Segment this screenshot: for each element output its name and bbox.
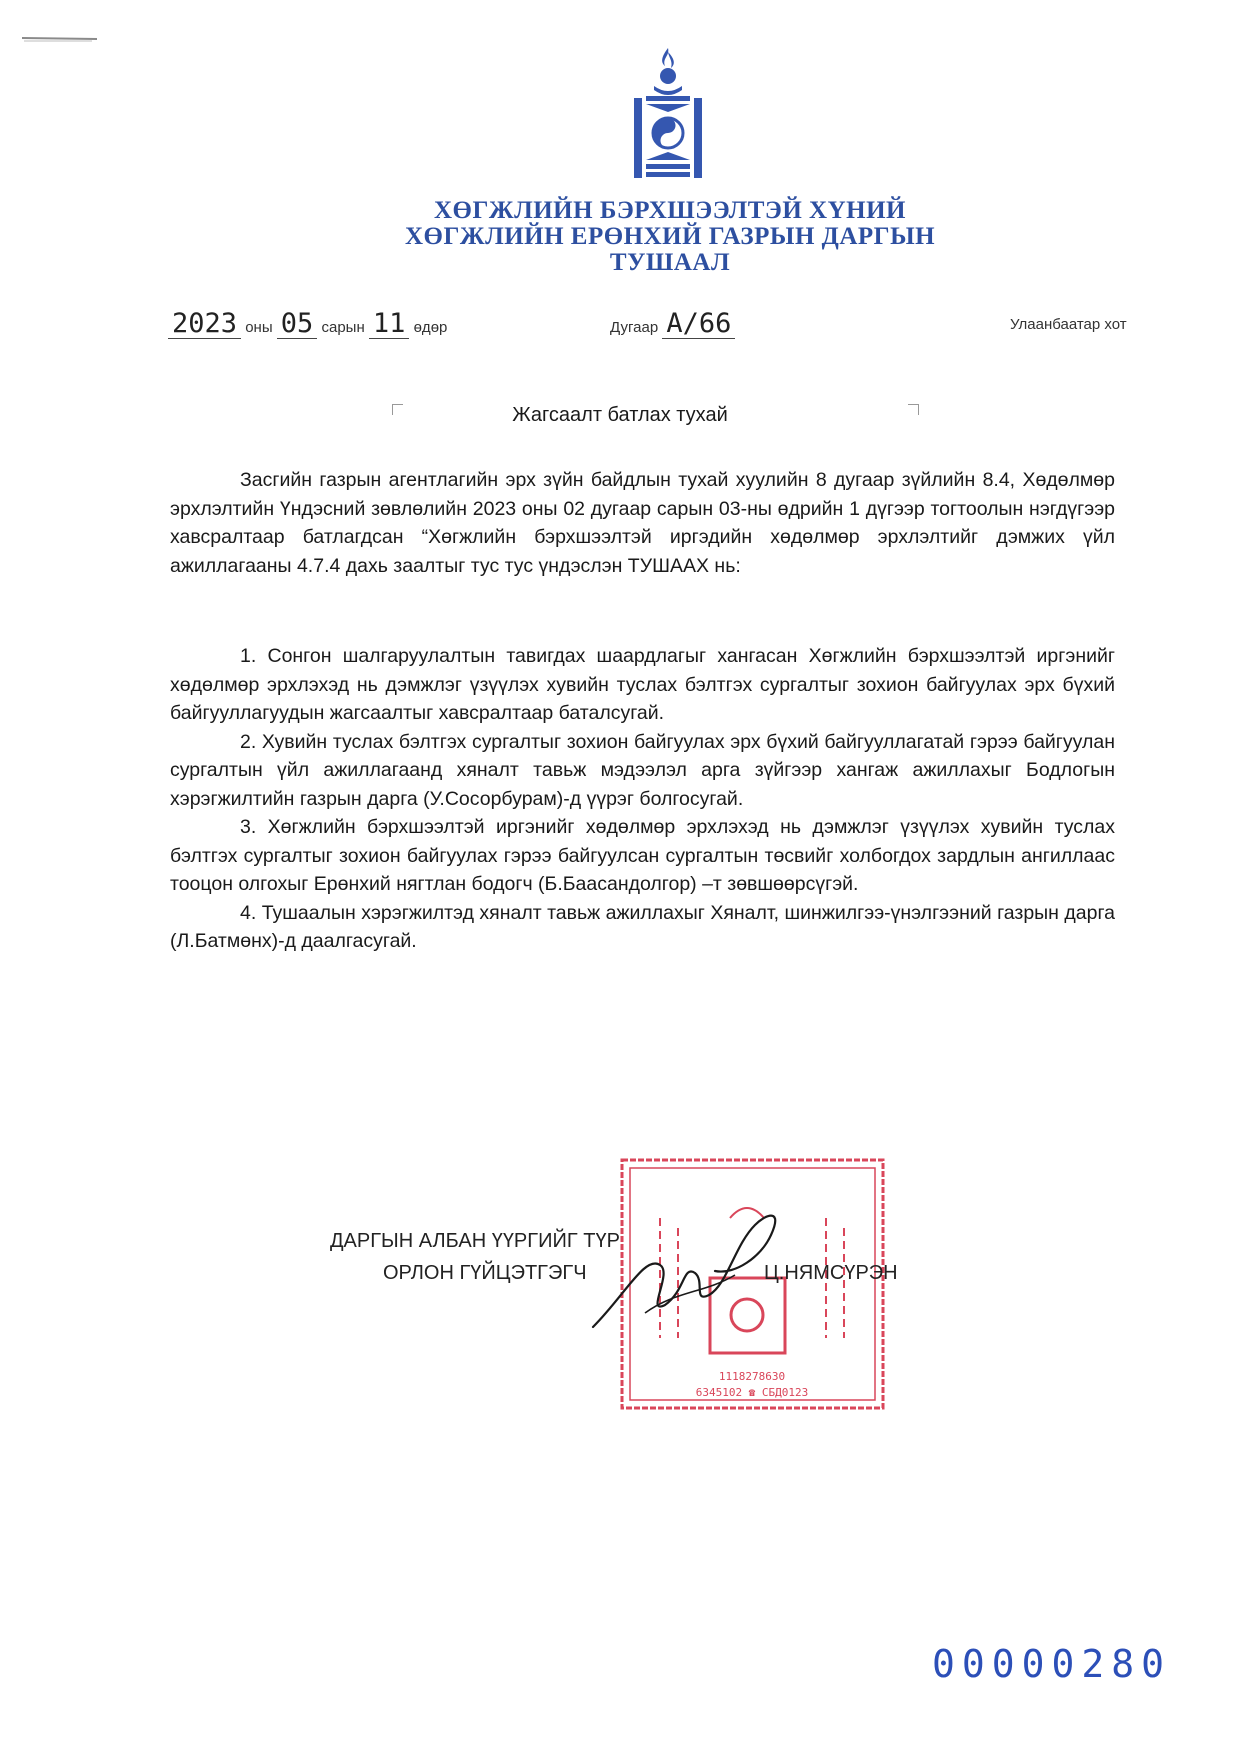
signatory-title-line2: ОРЛОН ГҮЙЦЭТГЭГЧ	[383, 1262, 587, 1284]
document-subject: Жагсаалт батлах тухай	[512, 404, 728, 426]
document-type: ТУШААЛ	[609, 249, 731, 276]
signatory-name: Ц.НЯМСҮРЭН	[764, 1262, 898, 1284]
handwritten-signature	[585, 1195, 795, 1335]
place: Улаанбаатар хот	[1010, 316, 1127, 333]
order-items	[170, 642, 1115, 956]
date-block	[168, 310, 447, 339]
number-value: А/66	[662, 310, 735, 339]
year-suffix: оны	[245, 319, 273, 336]
number-block	[610, 310, 735, 339]
order-item-4: 4. Тушаалын хэрэгжилтэд хяналт тавьж ажиллахыг Хяналт, шинжилгээ-үнэлгээний газрын дарга (Л.Батмөнх)-д даалгасугай.	[170, 901, 1115, 952]
stamp-code-1: 1118278630	[718, 1370, 786, 1383]
signatory-title-line1: ДАРГЫН АЛБАН ҮҮРГИЙГ ТҮР	[330, 1230, 620, 1252]
preamble-paragraph	[170, 466, 1115, 580]
day-value: 11	[369, 310, 410, 339]
order-item-1: 1. Сонгон шалгаруулалтын тавигдах шаардлагыг хангасан Хөгжлийн бэрхшээлтэй иргэнийг хөдөлмөр эрхлэхэд нь дэмжлэг үзүүлэх хувийн туслах бэлтгэх сургалтыг зохион байгуулах эрх бүхий байгууллагуудын жагсаалтыг хавсралтаар баталсугай.	[170, 645, 1115, 724]
staple-mark	[22, 36, 97, 42]
order-item-3: 3. Хөгжлийн бэрхшээлтэй иргэнийг хөдөлмөр эрхлэхэд нь дэмжлэг үзүүлэх хувийн туслах бэлтгэх сургалтыг зохион байгуулах гэрээ байгуулсан сургалтын төсвийг холбогдох зардлын ангиллаас тооцон олгохыг Ерөнхий нягтлан бодогч (Б.Баасандолгор) –т зөвшөөрсүгэй.	[170, 816, 1115, 895]
order-item-2: 2. Хувийн туслах бэлтгэх сургалтыг зохион байгуулах эрх бүхий байгууллагатай гэрээ байгуулан сургалтын үйл ажиллагаанд хяналт тавьж мэдээлэл арга зүйгээр хангаж ажиллахыг Бодлогын хэрэгжилтийн газрын дарга (У.Сосорбурам)-д үүрэг болгосугай.	[170, 730, 1115, 810]
soyombo-emblem-icon	[632, 46, 704, 180]
stamp-code-2: 6345102 ☎ СБД0123	[695, 1386, 809, 1399]
org-title-line2: ХӨГЖЛИЙН ЕРӨНХИЙ ГАЗРЫН ДАРГЫН	[404, 223, 936, 250]
preamble-text: Засгийн газрын агентлагийн эрх зүйн байдлын тухай хуулийн 8 дугаар зүйлийн 8.4, Хөдөлмөр эрхлэлтийн Үндэсний зөвлөлийн 2023 оны 02 дугаар сарын 03-ны өдрийн 1 дүгээр тогтоолын нэгдүгээр хавсралтаар батлагдсан “Хөгжлийн бэрхшээлтэй иргэдийн хөдөлмөр эрхлэлтийг дэмжих үйл ажиллагааны 4.7.4 дахь заалтыг тус тус үндэслэн ТУШААХ нь:	[170, 469, 1115, 577]
number-label: Дугаар	[610, 319, 659, 336]
month-value: 05	[277, 310, 318, 339]
year-value: 2023	[168, 310, 241, 339]
serial-number: 00000280	[932, 1642, 1172, 1686]
month-suffix: сарын	[321, 319, 365, 336]
org-title-line1: ХӨГЖЛИЙН БЭРХШЭЭЛТЭЙ ХҮНИЙ	[433, 197, 906, 224]
day-suffix: өдөр	[413, 319, 448, 336]
